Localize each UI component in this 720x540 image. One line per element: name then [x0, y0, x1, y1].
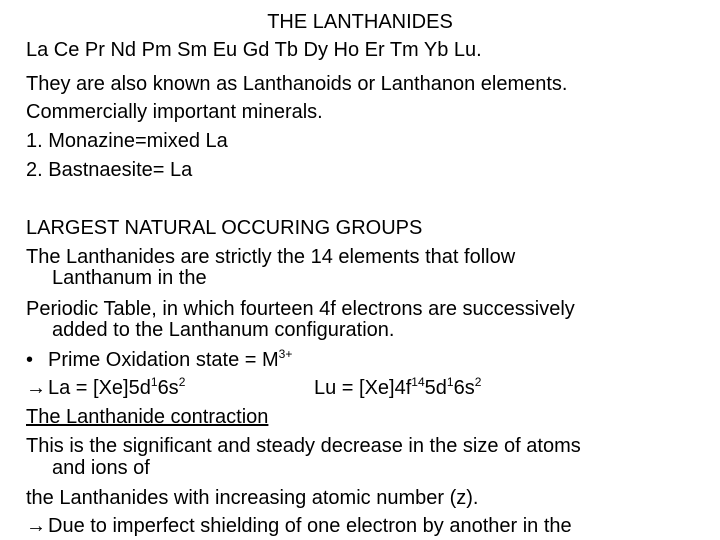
- definition-line-3: Periodic Table, in which fourteen 4f electrons are successively: [26, 298, 575, 320]
- page-title: THE LANTHANIDES: [267, 11, 453, 33]
- arrow-right-icon: →: [26, 377, 46, 399]
- oxidation-sup: 3+: [278, 347, 293, 361]
- electron-config-line: [26, 375, 482, 400]
- minerals-heading: Commercially important minerals.: [26, 101, 323, 123]
- largest-heading: LARGEST NATURAL OCCURING GROUPS: [26, 217, 423, 239]
- definition-line-2: Lanthanum in the: [52, 267, 207, 289]
- oxidation-text: Prime Oxidation state = M: [48, 349, 279, 371]
- lu-config: $Lu = [Xe]4f^{14}5d^16s^2$: [314, 375, 482, 399]
- arrow-right-icon: →: [26, 515, 46, 537]
- contraction-line-1: This is the significant and steady decrease in the size of atoms: [26, 435, 581, 457]
- contraction-line-4: → Due to imperfect shielding of one electron by another in the: [26, 515, 572, 537]
- elements-line: La Ce Pr Nd Pm Sm Eu Gd Tb Dy Ho Er Tm Yb Lu.: [26, 39, 482, 61]
- mineral-item-1: 1. Monazine=mixed La: [26, 130, 228, 152]
- oxidation-state-line: [26, 348, 292, 372]
- also-known-line: They are also known as Lanthanoids or Lanthanon elements.: [26, 73, 568, 95]
- contraction-line-2: and ions of: [52, 457, 150, 479]
- mineral-item-2: 2. Bastnaesite= La: [26, 159, 193, 181]
- contraction-heading: The Lanthanide contraction: [26, 406, 269, 428]
- la-config: $La = [Xe]5d^16s^2$: [48, 375, 186, 399]
- bullet-icon: •: [26, 349, 34, 371]
- definition-line-1: The Lanthanides are strictly the 14 elements that follow: [26, 246, 516, 268]
- definition-line-4: added to the Lanthanum configuration.: [52, 319, 395, 341]
- contraction-line-3: the Lanthanides with increasing atomic number (z).: [26, 487, 479, 509]
